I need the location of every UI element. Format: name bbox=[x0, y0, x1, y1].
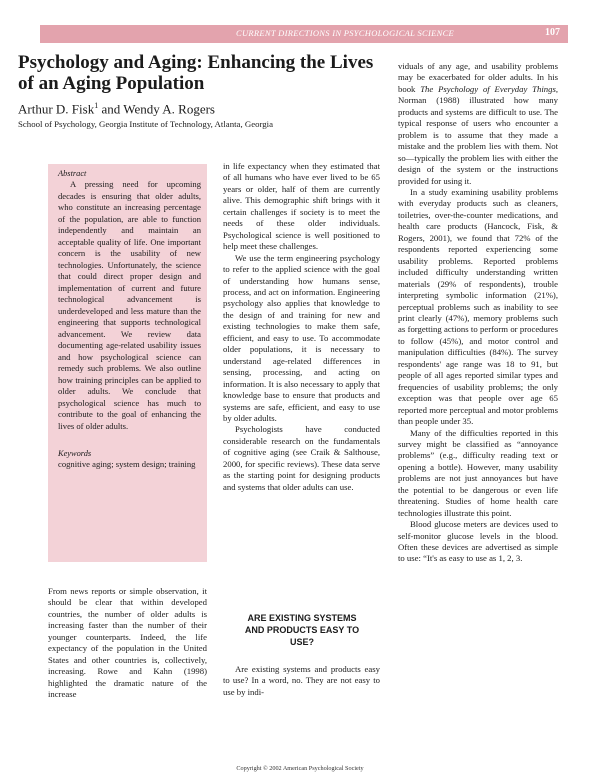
paragraph: In a study examining usability problems with everyday products such as cleaners, toiletries, over-the-counter medications, and health care products (Hancock, Fisk, & Rogers, 2001), we found that 72% of the respondents reported experiencing some usability problems. Reported problems included difficulty understanding written materials (29% of respondents), trouble interpreting symbolic information (21%), perceptual problems such as inability to see print clearly (47%), memory problems such as forgetting actions to perform or procedures to follow (45%), and motor control and manipulation difficulties (84%). The survey respondents' age range was 18 to 91, but people of all ages reported similar types and frequencies of usability problems; the only exception was that people over age 65 reported more perceptual and motor problems than people under 35. bbox=[398, 186, 558, 427]
body-column-3 bbox=[398, 61, 558, 565]
keywords-text: cognitive aging; system design; training bbox=[58, 459, 196, 469]
paragraph: We use the term engineering psychology to refer to the applied science with the goal of understanding how humans sense, process, and act on information. Engineering psychology also applies that knowledge to the design of and training for new and existing technologies to make them safe, efficient, and easy to use. To accommodate older populations, it is necessary to understand age-related differences in sensing, processing, and acting on information. It is also necessary to apply that knowledge base to ensure that products and systems are safe, efficient, and easy to use by older adults. bbox=[223, 252, 380, 423]
author-line bbox=[18, 98, 378, 116]
paragraph bbox=[398, 61, 558, 187]
page-number: 107 bbox=[545, 27, 560, 38]
keywords-label: Keywords bbox=[58, 449, 92, 458]
body-column-2-continued bbox=[223, 664, 380, 698]
paragraph: Psychologists have conducted considerable research on the fundamentals of cognitive aging (see Craik & Salthouse, 2000, for specific reviews). These data serve as the starting point for designing products and systems that older adults can use. bbox=[223, 424, 380, 492]
text-run: , Norman (1988) illustrated how many products and systems are difficult to use. The typical response of users who encounter a problem is to assume that they made a mistake and the problem lies with them. Not so—typically the problem lies with either the design of the system or the instructions provided for using it. bbox=[398, 83, 559, 186]
paragraph: Blood glucose meters are devices used to self-monitor glucose levels in the blood. Often these devices are advertised as simple to use: “It's as easy to use as 1, 2, 3. bbox=[398, 519, 558, 564]
copyright-footer: Copyright © 2002 American Psychological Society bbox=[236, 765, 364, 772]
author-first: Arthur D. Fisk bbox=[18, 101, 95, 117]
paragraph: in life expectancy when they estimated that of all humans who have ever lived to be 65 years or older, half of them are currently alive. This demographic shift brings with it certain challenges if society is to meet the needs of these older individuals. Psychological science is well positioned to help meet these challenges. bbox=[223, 161, 380, 252]
article-title: Psychology and Aging: Enhancing the Lives of an Aging Population bbox=[18, 52, 374, 94]
body-column-1 bbox=[48, 586, 207, 701]
paragraph: Many of the difficulties reported in this survey might be classified as “annoyance problems” (e.g., difficulty reading text or opening a bottle). However, many usability problems are not just annoyances but have the potential to be dangerous or even life threatening. Studies of home health care technologies illustrate this point. bbox=[398, 427, 558, 518]
journal-name: CURRENT DIRECTIONS IN PSYCHOLOGICAL SCIENCE bbox=[236, 28, 455, 38]
abstract-text: A pressing need for upcoming decades is ensuring that older adults, who constitute an increasing percentage of the population, are able to function independently and maintain an acceptable quality of life. One important concern is the usability of new technologies. Unfortunately, the science that could direct proper design and implementation of current and future technological advancement is underdeveloped and less mature than the engineering that supports technological advancement. We review data documenting age-related usability issues and how psychological science can remedy such problems. We also outline how training principles can be applied to older adults. We conclude that psychological science has much to contribute to the goal of enhancing the lives of older adults. bbox=[58, 179, 201, 431]
text-run: viduals of any age, and usability problems may be exacerbated for older adults. In his book bbox=[398, 61, 558, 94]
author-rest: and Wendy A. Rogers bbox=[98, 101, 215, 117]
paragraph: Are existing systems and products easy to use? In a word, no. They are not easy to use by indi- bbox=[223, 664, 380, 697]
abstract-label: Abstract bbox=[58, 169, 87, 178]
section-heading: ARE EXISTING SYSTEMS AND PRODUCTS EASY TO USE? bbox=[244, 613, 360, 647]
running-header-bar bbox=[40, 25, 568, 43]
abstract-box bbox=[48, 164, 207, 562]
body-column-2 bbox=[223, 161, 380, 493]
book-title: The Psychology of Everyday Things bbox=[420, 83, 556, 94]
author-footnote-mark: 1 bbox=[94, 101, 99, 110]
affiliation: School of Psychology, Georgia Institute of Technology, Atlanta, Georgia bbox=[18, 119, 274, 129]
paragraph: From news reports or simple observation, it should be clear that within developed countries, the number of older adults is increasing faster than the number of their younger counterparts. Indeed, the life expectancy of the population in the United States and other countries is, collectively, increasing. Rowe and Kahn (1998) highlighted the dramatic nature of the increase bbox=[48, 586, 207, 700]
